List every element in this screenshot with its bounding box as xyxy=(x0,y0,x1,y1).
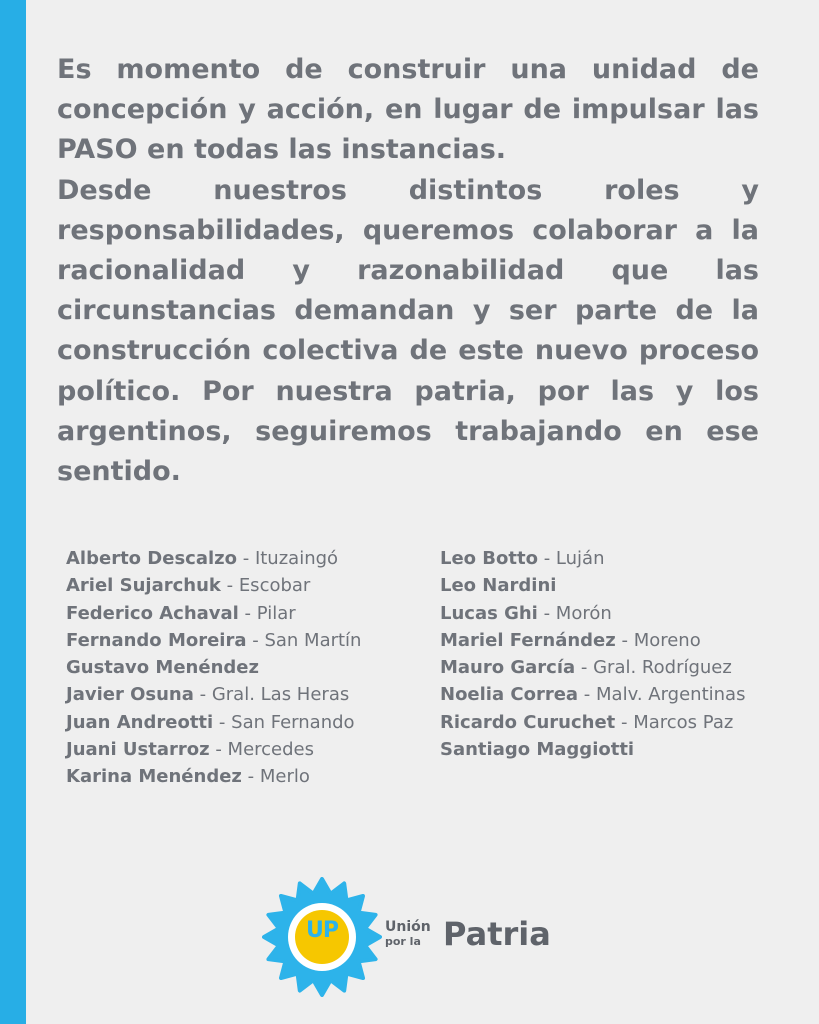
signer-place: - Luján xyxy=(537,548,605,569)
signer-name: Leo Botto xyxy=(440,548,538,569)
signer-place: - Escobar xyxy=(220,575,311,597)
signer-name: Javier Osuna xyxy=(66,684,194,706)
signers-list-left xyxy=(66,545,361,791)
signer-place: - Marcos Paz xyxy=(615,711,734,733)
signer-name: Santiago Maggiotti xyxy=(440,739,635,761)
signer-item xyxy=(440,736,745,763)
signer-name: Alberto Descalzo xyxy=(66,548,237,569)
signer-place: - San Martín xyxy=(246,629,362,651)
signer-name: Noelia Correa xyxy=(440,684,579,706)
signer-place: - Gral. Las Heras xyxy=(193,684,350,706)
signer-place: - Malv. Argentinas xyxy=(578,684,746,706)
signer-item xyxy=(440,545,745,572)
signer-name: Ariel Sujarchuk xyxy=(66,575,221,597)
signer-item xyxy=(66,763,361,790)
signer-name: Leo Nardini xyxy=(440,575,557,597)
logo-por-la-text: por la xyxy=(385,935,421,948)
signer-item xyxy=(66,572,361,599)
signer-item xyxy=(440,654,745,681)
signer-name: Mauro García xyxy=(440,657,576,679)
statement-paragraph: Desde nuestros distintos roles y responsabilidades, queremos colaborar a la racionalidad y razonabilidad que las circunstancias demandan y ser parte de la construcción colectiva de este nuevo proceso político. Por nuestra patria, por las y los argentinos, seguiremos trabajando en ese sentido. xyxy=(57,174,759,488)
signer-item xyxy=(66,681,361,708)
signer-name: Juani Ustarroz xyxy=(66,739,210,761)
side-accent-bar xyxy=(0,0,26,1024)
signer-place: - Pilar xyxy=(238,602,296,624)
signer-item xyxy=(440,600,745,627)
logo-mark-text: UP xyxy=(306,918,338,943)
signer-name: Karina Menéndez xyxy=(66,766,242,788)
signer-place: - San Fernando xyxy=(213,711,355,733)
signer-item xyxy=(66,736,361,763)
signer-item xyxy=(440,572,745,599)
signer-item xyxy=(66,545,361,572)
signer-name: Lucas Ghi xyxy=(440,602,538,624)
statement-text xyxy=(57,50,759,492)
signer-name: Juan Andreotti xyxy=(66,711,214,733)
signer-place: - Moreno xyxy=(615,629,701,651)
signer-item xyxy=(66,627,361,654)
signer-name: Fernando Moreira xyxy=(66,629,247,651)
signer-name: Federico Achaval xyxy=(66,602,239,624)
signer-place: - Merlo xyxy=(241,766,310,788)
union-por-la-patria-logo xyxy=(262,877,562,997)
signer-place: - Ituzaingó xyxy=(237,548,339,569)
signer-name: Ricardo Curuchet xyxy=(440,711,616,733)
logo-patria-text: Patria xyxy=(443,915,551,953)
signer-item xyxy=(66,709,361,736)
signer-item xyxy=(66,600,361,627)
signer-name: Mariel Fernández xyxy=(440,629,616,651)
signers-list-right xyxy=(440,545,745,763)
signer-place: - Gral. Rodríguez xyxy=(575,657,732,679)
signer-item xyxy=(66,654,361,681)
signer-place: - Morón xyxy=(537,602,612,624)
signer-item xyxy=(440,627,745,654)
statement-paragraph: Es momento de construir una unidad de concepción y acción, en lugar de impulsar las PASO en todas las instancias. xyxy=(57,54,759,166)
signer-item xyxy=(440,709,745,736)
signer-item xyxy=(440,681,745,708)
logo-union-text: Unión xyxy=(385,919,431,935)
signer-name: Gustavo Menéndez xyxy=(66,657,259,679)
signer-place: - Mercedes xyxy=(209,739,314,761)
